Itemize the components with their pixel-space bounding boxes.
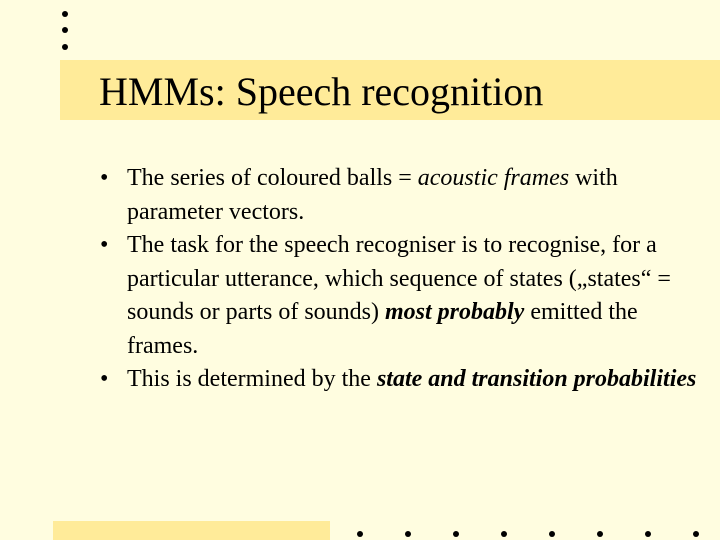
bullet-item	[100, 162, 710, 229]
decor-dot	[501, 531, 507, 537]
bullet-item	[100, 229, 710, 363]
decor-dot	[62, 44, 68, 50]
bullet-text: emitted the frames.	[127, 299, 638, 359]
decor-dot	[62, 11, 68, 17]
bullet-text: The task for the speech recogniser is to recognise, for a particular utterance, which sequence of states („states“ = sounds or parts of sounds)	[127, 232, 671, 325]
bullet-emphasis: most probably	[385, 299, 525, 325]
decor-dot	[62, 27, 68, 33]
bottom-accent-bar	[53, 521, 330, 540]
decor-dot	[693, 531, 699, 537]
bullet-marker: •	[100, 366, 109, 392]
decor-dot	[357, 531, 363, 537]
slide-title: HMMs: Speech recognition	[99, 69, 544, 114]
bullet-item	[100, 363, 710, 397]
bullet-emphasis: state and transition probabilities	[376, 366, 697, 392]
bullet-marker: •	[100, 165, 109, 191]
bullet-list	[100, 162, 710, 397]
decor-dot	[549, 531, 555, 537]
bullet-emphasis: acoustic frames	[417, 165, 570, 191]
bullet-text: The series of coloured balls =	[127, 165, 418, 191]
bullet-text: with parameter vectors.	[127, 165, 618, 225]
decor-dot	[597, 531, 603, 537]
bullet-marker: •	[100, 232, 109, 258]
bullet-text: This is determined by the	[127, 366, 377, 392]
decor-dot	[645, 531, 651, 537]
decor-dot	[453, 531, 459, 537]
decor-dot	[405, 531, 411, 537]
